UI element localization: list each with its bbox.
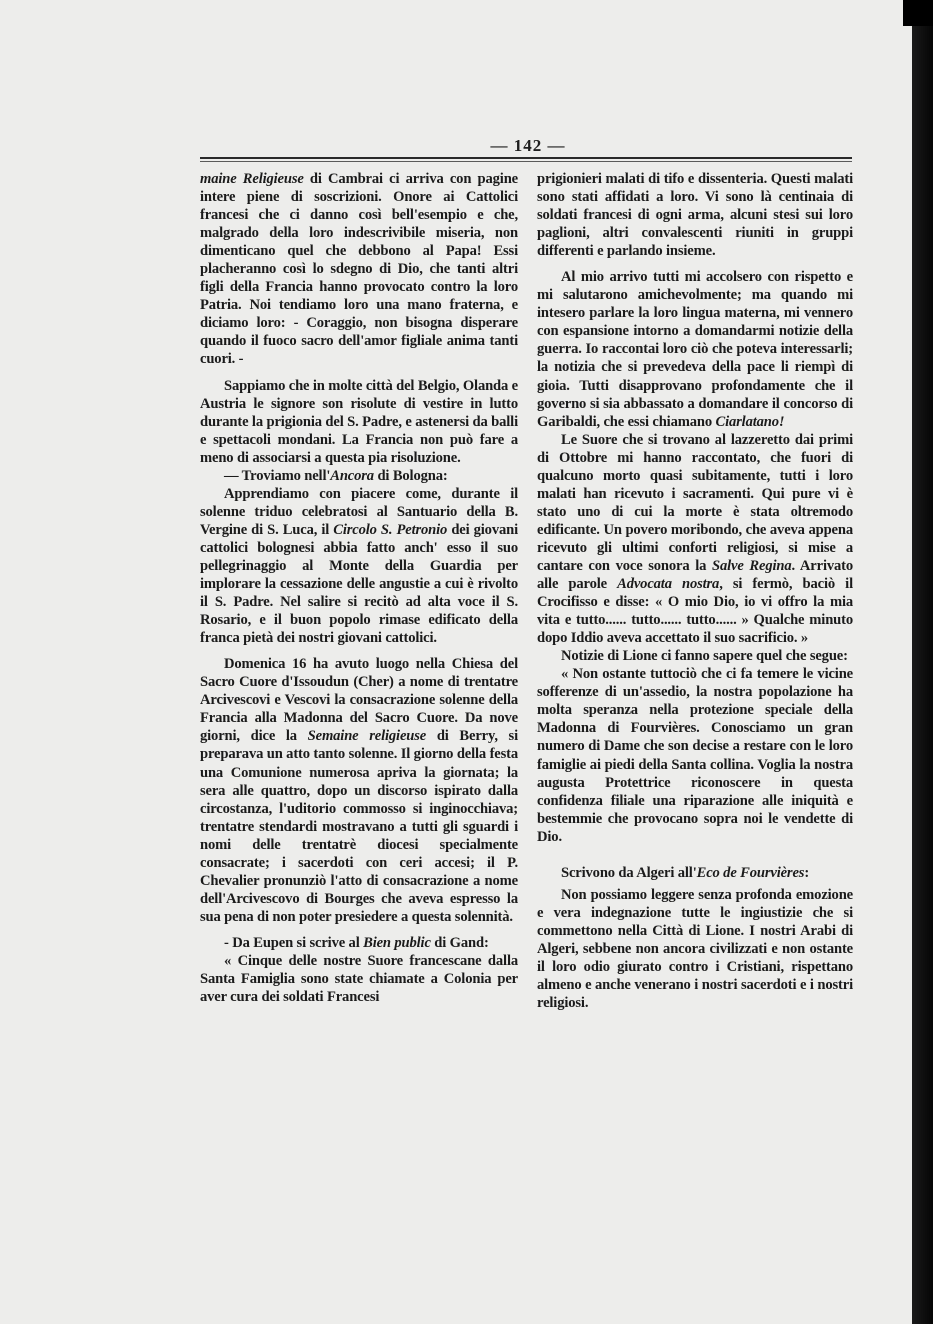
italic-text: Circolo S. Petronio xyxy=(333,521,448,538)
italic-text: Advocata nostra xyxy=(617,576,720,593)
paragraph xyxy=(200,655,518,926)
paragraph-text: — Troviamo nell' xyxy=(224,467,331,484)
paragraph: « Cinque delle nostre Suore francescane dalla Santa Famiglia sono state chiamate a Colonia per aver cura dei soldati Francesi xyxy=(200,952,518,1006)
paragraph xyxy=(200,170,518,369)
paragraph: prigionieri malati di tifo e dissenteria. Questi malati sono stati affidati a loro. Vi sono là centinaia di soldati francesi di ogni arma, alcuni stesi sui loro paglioni, altri convalescenti riuniti in gruppi differenti e parlando insieme. xyxy=(537,171,853,260)
header-rule-fine xyxy=(200,161,852,162)
paragraph-text: di Gand: xyxy=(430,934,489,951)
left-column xyxy=(200,170,518,1006)
scan-corner xyxy=(903,0,933,26)
italic-text: Ciarlatano! xyxy=(715,413,785,430)
italic-text: Salve Regina xyxy=(712,557,792,574)
paragraph xyxy=(537,268,853,430)
paragraph-heading xyxy=(200,467,518,485)
paragraph-text: Le Suore che si trovano al lazzeretto dai primi di Ottobre mi hanno raccontato, che fuori di qualcuno morto quasi subitamente, tutti i loro malati han ricevuto i sacramenti. Qui pure vi è stato uno di cui la morte è stata oltremodo edificante. Un povero moribondo, che aveva appena ricevuto gli ultimi conforti religiosi, si mise a cantare con voce sonora la xyxy=(537,431,853,574)
italic-text: Ancora xyxy=(330,467,374,484)
paragraph xyxy=(200,485,518,647)
italic-text: Semaine religieuse xyxy=(307,728,427,745)
paragraph: Non possiamo leggere senza profonda emozione e vera indegnazione tutte le ingiustizie che si commettono nella Città di Lione. I nostri Arabi di Algeri, sebbene non ancora civilizzati e non ostante il loro odio giurato contro i Cristiani, rispettano almeno e anche venerano i nostri sacerdoti e i nostri religiosi. xyxy=(537,886,853,1012)
scan-edge xyxy=(912,0,933,1324)
paragraph: « Non ostante tuttociò che ci fa temere le vicine sofferenze di un'assedio, la nostra popolazione ha molta speranza nella protezione speciale della Madonna di Fourvières. Conosciamo un gran numero di Dame che son decise a restare con le loro famiglie ai piedi della Santa collina. Voglia la nostra augusta Protettrice riconoscere in questa confidenza filiale una riparazione alle iniquità e bestemmie che provocano sopra noi le vendette di Dio. xyxy=(537,666,853,845)
paragraph-text: - Da Eupen si scrive al xyxy=(224,934,364,951)
paragraph-text: Scrivono da Algeri all' xyxy=(561,864,697,881)
paragraph-text: . Arrivato alle parole xyxy=(537,557,854,593)
paragraph-text: Domenica 16 ha avuto luogo nella Chiesa del Sacro Cuore d'Issoudun (Cher) a nome di trentatre Arcivescovi e Vescovi la consacrazione solenne della Francia alla Madonna del Sacro Cuore. Da nove giorni, dice la xyxy=(200,656,518,745)
paragraph-text: , si fermò, baciò il Crocifisso e disse: « O mio Dio, io vi offro la mia vita e tutto...... tutto...... tutto...... » Qualche minuto dopo Iddio aveva accettato il suo sacrificio. » xyxy=(537,576,853,647)
page-number: — 142 — xyxy=(490,136,566,155)
paragraph-text: di Cambrai ci arriva con pagine intere piene di soscrizioni. Onore ai Cattolici francesi che ci danno così bell'esempio e che, malgrado della loro indescrivibile miseria, non dimenticano quel che debbono al Papa! Essi placheranno così lo sdegno di Dio, che tanti altri figli della Francia hanno provocato contro la loro Patria. Noi tendiamo loro una mano fraterna, e diciamo loro: - Coraggio, non bisogna disperare quando il fuoco sacro dell'amor figliale anima tanti cuori. - xyxy=(200,171,518,368)
paragraph-text: Al mio arrivo tutti mi accolsero con rispetto e mi salutarono amichevolmente; ma quando mi intesero parlare la loro lingua materna, mi vennero con espansione intorno a domandarmi notizie della guerra. Io raccontai loro ciò che poteva interessarli; la notizia che si prevedeva della pace li riempì di gioia. Tutti disapprovano profondamente che il governo si sia abbassato a domandare il concorso di Garibaldi, che essi chiamano xyxy=(537,269,853,430)
paragraph-text: di Berry, si preparava un atto tanto solenne. Il giorno della festa una Comunione numerosa apriva la giornata; la sera alle quattro, dopo un discorso ispirato dalla circostanza, l'uditorio commosso si inginocchiava; trentatre stendardi mostravano a tutti gli sguardi i nomi delle trentatrè diocesi specialmente consacrate; i sacerdoti con ceri accesi; il P. Chevalier pronunziò l'atto di consacrazione a nome dell'Arcivescovo di Bourges che aveva espresso la sua pena di non poter presiedere a questa solennità. xyxy=(200,728,518,925)
paragraph-heading xyxy=(537,864,853,882)
italic-text: Bien public xyxy=(363,934,431,951)
paragraph-text: : xyxy=(804,864,810,881)
paragraph-heading xyxy=(200,934,518,952)
paragraph-text: di Bologna: xyxy=(373,467,448,484)
italic-text: Eco de Fourvières xyxy=(696,864,805,881)
paragraph-text: dei giovani cattolici bolognesi abbia fatto anch' esso il suo pellegrinaggio al Monte della Guardia per implorare la cessazione delle angustie a cui è rivolto il S. Padre. Nel salire si recitò ad alta voce il S. Rosario, e il buon popolo rimase edificato della franca pietà dei nostri giovani cattolici. xyxy=(200,521,518,647)
header-rule xyxy=(200,157,852,159)
paragraph xyxy=(537,431,853,648)
paragraph: Notizie di Lione ci fanno sapere quel che segue: xyxy=(561,648,848,665)
italic-text: maine Religieuse xyxy=(200,171,304,187)
paragraph-text: Apprendiamo con piacere come, durante il solenne triduo celebratosi al Santuario della B. Vergine di S. Luca, il xyxy=(200,485,518,538)
right-column xyxy=(537,170,853,1012)
paragraph: Sappiamo che in molte città del Belgio, Olanda e Austria le signore son risolute di vestire in lutto durante la prigionia del S. Padre, e astenersi da balli e spettacoli mondani. La Francia non può fare a meno di associarsi a questa pia risoluzione. xyxy=(200,377,518,466)
